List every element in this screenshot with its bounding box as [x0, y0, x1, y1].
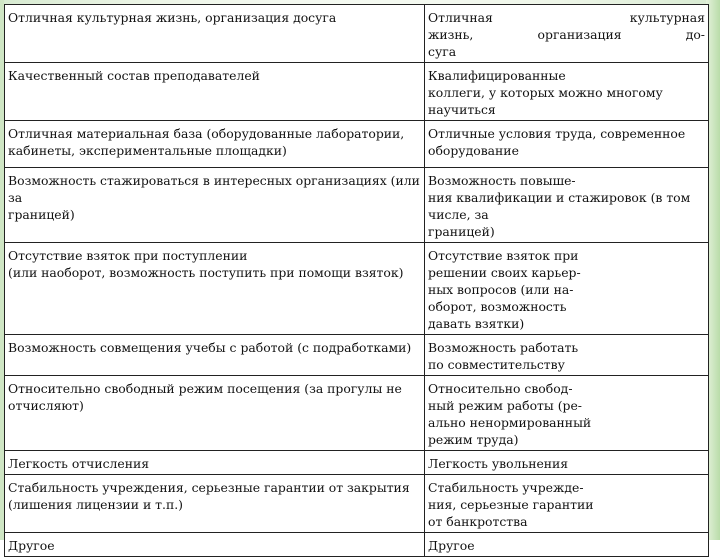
cell-right	[425, 335, 709, 376]
cell-line: границей)	[8, 207, 75, 222]
table-row	[5, 63, 709, 121]
cell-line: Отсутствие взяток при	[428, 248, 579, 263]
table-row	[5, 475, 709, 533]
cell-text: Отличная культурная жизнь, организация досуга	[8, 10, 337, 25]
cell-right	[425, 451, 709, 475]
table-row	[5, 533, 709, 557]
cell-line: по совместительству	[428, 357, 565, 372]
cell-line: суга	[428, 44, 457, 59]
cell-text: Другое	[428, 538, 475, 553]
cell-line: отчисляют)	[8, 398, 84, 413]
table-row	[5, 121, 709, 168]
cell-line: (или наоборот, возможность поступить при помощи взяток)	[8, 265, 404, 280]
cell-line: Квалифицированные	[428, 68, 566, 83]
cell-text: Возможность совмещения учебы с работой (с подработками)	[8, 340, 412, 355]
cell-line: режим труда)	[428, 432, 519, 447]
cell-line: оборудование	[428, 143, 519, 158]
cell-line: ный режим работы (ре-	[428, 398, 582, 413]
cell-line: ных вопросов (или на-	[428, 282, 574, 297]
cell-right	[425, 533, 709, 557]
cell-text: Легкость отчисления	[8, 456, 150, 471]
cell-right	[425, 168, 709, 243]
cell-line: Возможность работать	[428, 340, 579, 355]
cell-left	[5, 63, 425, 121]
table-row	[5, 243, 709, 335]
cell-right	[425, 243, 709, 335]
cell-left	[5, 168, 425, 243]
cell-text: Качественный состав преподавателей	[8, 68, 260, 83]
table-row	[5, 376, 709, 451]
cell-right	[425, 475, 709, 533]
cell-line: Отличная материальная база (оборудованные лаборатории,	[8, 126, 405, 141]
cell-right	[425, 121, 709, 168]
cell-line: Относительно свободный режим посещения (за прогулы не	[8, 381, 402, 396]
cell-right	[425, 5, 709, 63]
cell-right	[425, 376, 709, 451]
cell-line: Отсутствие взяток при поступлении	[8, 248, 248, 263]
cell-line: Стабильность учреждения, серьезные гарантии от закрытия	[8, 480, 410, 495]
comparison-table	[4, 4, 709, 557]
cell-line: от банкротства	[428, 514, 528, 529]
table-row	[5, 168, 709, 243]
cell-line: Возможность стажироваться в интересных организациях (или за	[8, 173, 420, 205]
table-row	[5, 335, 709, 376]
cell-line: границей)	[428, 224, 495, 239]
cell-line: ния квалификации и стажировок (в том	[428, 190, 691, 205]
cell-line: Отличные условия труда, современное	[428, 126, 686, 141]
cell-line: Стабильность учрежде-	[428, 480, 584, 495]
cell-line: Возможность повыше-	[428, 173, 576, 188]
cell-line: числе, за	[428, 207, 489, 222]
cell-left	[5, 335, 425, 376]
cell-line: решении своих карьер-	[428, 265, 581, 280]
cell-line: коллеги, у которых можно многому	[428, 85, 663, 100]
cell-line: Относительно свобод-	[428, 381, 573, 396]
table-row	[5, 451, 709, 475]
cell-left	[5, 243, 425, 335]
cell-line: ально ненормированный	[428, 415, 592, 430]
cell-text: Легкость увольнения	[428, 456, 569, 471]
cell-right	[425, 63, 709, 121]
cell-left	[5, 5, 425, 63]
cell-line: Отличная культурная	[428, 10, 705, 25]
cell-line: ния, серьезные гарантии	[428, 497, 594, 512]
cell-line: кабинеты, экспериментальные площадки)	[8, 143, 287, 158]
cell-left	[5, 475, 425, 533]
cell-left	[5, 451, 425, 475]
cell-left	[5, 533, 425, 557]
cell-line: оборот, возможность	[428, 299, 567, 314]
table-row	[5, 5, 709, 63]
cell-text: Другое	[8, 538, 55, 553]
cell-line: научиться	[428, 102, 496, 117]
cell-line: давать взятки)	[428, 316, 525, 331]
cell-left	[5, 121, 425, 168]
cell-left	[5, 376, 425, 451]
cell-line: (лишения лицензии и т.п.)	[8, 497, 184, 512]
cell-line: жизнь, организация до-	[428, 27, 705, 42]
